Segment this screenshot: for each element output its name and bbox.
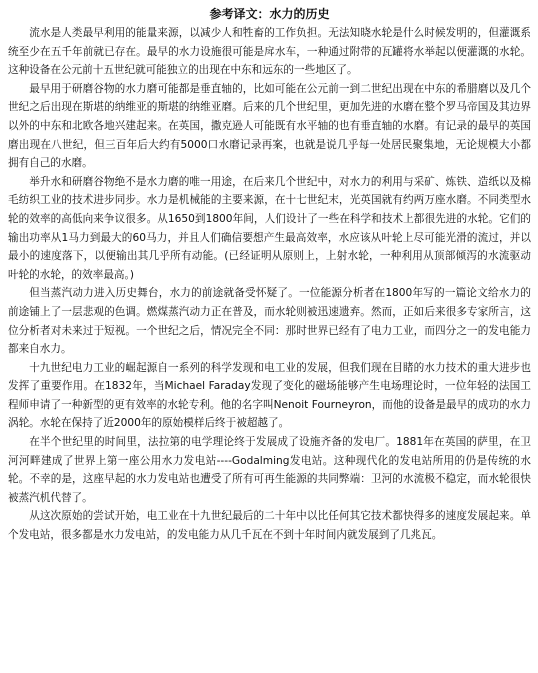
paragraph-1: 流水是人类最早利用的能量来源，以减少人和牲畜的工作负担。无法知晓水轮是什么时候发明的，但灌溉系统至少在五千年前就已存在。最早的水力设施很可能是戽水车，一种通过附带的瓦罐将水举起以便灌溉的水轮。这种设备在公元前十五世纪就可能独立的出现在中东和远东的一些地区了。 (8, 27, 531, 77)
document-title: 参考译文：水力的历史 (209, 7, 330, 21)
paragraph-4: 但当蒸汽动力进入历史舞台，水力的前途就备受怀疑了。一位能源分析者在1800年写的一篇论文给水力的前途铺上了一层悲观的色调。燃煤蒸汽动力正在普及，而水轮则被迅速遗弃。然而，正如后来很多专家所言，这位分析者对未来过于短视。一个世纪之后，情况完全不同：那时世界已经有了电力工业，而四分之一的发电能力都来自水力。 (8, 287, 531, 356)
paragraph-3: 举升水和研磨谷物绝不是水力磨的唯一用途，在后来几个世纪中，对水力的利用与采矿、炼铁、造纸以及棉毛纺织工业的技术进步同步。水力是机械能的主要来源，在十七世纪末，光英国就有约两万座水磨。不同类型水轮的效率的高低向来争议很多。从1650到1800年间，人们设计了一些在科学和技术上都很先进的水轮。它们的输出功率从1马力到最大的60马力，并且人们确信要想产生最高效率，水应该从叶轮上尽可能光滑的流过，并以最小的速度落下，以便输出其几乎所有动能。(已经证明从原则上，上射水轮，一种利用从顶部倾泻的水流驱动叶轮的水轮，的效率最高。) (8, 175, 531, 281)
paragraph-2: 最早用于研磨谷物的水力磨可能都是垂直轴的，比如可能在公元前一到二世纪出现在中东的希腊磨以及几个世纪之后出现在斯堪的纳维亚的斯堪的纳维亚磨。后来的几个世纪里，更加先进的水磨在整个罗马帝国及其边界以外的中东和北欧各地兴建起来。在英国，撒克逊人可能既有水平轴的也有垂直轴的水磨。有记录的最早的英国磨出现在八世纪，但三百年后大约有5000口水磨记录再案，也就是说几乎每一处居民聚集地，无论规模大小都拥有自己的水磨。 (8, 82, 531, 170)
paragraph-5: 十九世纪电力工业的崛起源自一系列的科学发现和电工业的发展，但我们现在目睹的水力技术的重大进步也发挥了重要作用。在1832年，当Michael Faraday发现了变化的磁场能够产生电场理论时，一位年轻的法国工程师申请了一种新型的更有效率的水轮专利。他的名字叫Nenoit Fourneyron，而他的设备是最早的成功的水力涡轮。水轮在保持了近2000年的原始模样后终于被超越了。 (8, 361, 531, 430)
paragraph-6: 在半个世纪里的时间里，法拉第的电学理论终于发展成了设施齐备的发电厂。1881年在英国的萨里，在卫河河畔建成了世界上第一座公用水力发电站----Godalming发电站。这种现代化的发电站所用的仍是传统的水轮。不幸的是，这座早起的水力发电站也遭受了所有可再生能源的共同弊端：卫河的水流极不稳定，而水轮很快被蒸汽机代替了。 (8, 436, 531, 504)
paragraph-7: 从这次原始的尝试开始，电工业在十九世纪最后的二十年中以比任何其它技术都快得多的速度发展起来。单个发电站，很多都是水力发电站，的发电能力从几千瓦在不到十年时间内就发展到了几兆瓦。 (8, 510, 531, 542)
